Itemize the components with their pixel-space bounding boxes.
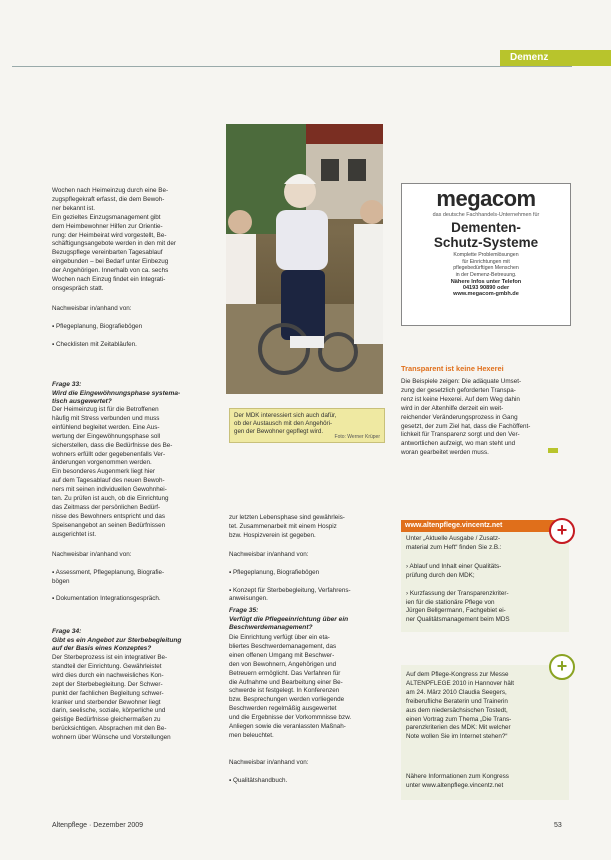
question-34-text: Der Sterbeprozess ist ein integrativer Be- standteil der Einrichtung. Gewährleistet wird dies durch ein nachweisliches Kon- zept der Sterbebegleitung. Der Schwer- punkt der fachlichen Begleitung schwer- kranker und sterbender Bewohner liegt darin, seelische, soziale, körperliche und geistige Bedürfnisse gleichermaßen zu berücksichtigen. Absprachen mit den Be- wohnern über Wünsche und Vorstellungen (52, 654, 171, 742)
transparency-text: Die Beispiele zeigen: Die adäquate Umset- zung der gesetzlich geforderten Transpa- renz ist keine Hexerei. Auf dem Weg dahin wird in der Altenhilfe derzeit ein weit- reichender Veränderungsprozess in Gang gesetzt, der zum Ziel hat, dass die Fachöffent- lichkeit für Transparenz sorgt und den Ver- antwortlichen aufzeigt, wo man steht und woran gearbeitet werden muss. (401, 378, 531, 457)
photo-illustration (226, 124, 383, 394)
question-33-list (52, 542, 218, 613)
plus-icon: + (549, 654, 575, 680)
ad-headline: Dementen- (451, 220, 521, 235)
photo-caption: Der MDK interessiert sich auch dafür, ob der Austausch mit den Angehöri- gen der Bewohner gepflegt wird. (234, 412, 337, 436)
list-item: ▪ Pflegeplanung, Biografiebögen (229, 568, 320, 576)
question-33-heading: Frage 33: Wird die Eingewöhnungsphase systema- tisch ausgewertet? (52, 381, 181, 406)
ad-subtitle: das deutsche Fachhandels-Unternehmen für (432, 212, 540, 218)
ad-phone: 04193 90890 oder (462, 285, 510, 292)
ad-url[interactable]: www.megacom-gmbh.de (453, 291, 519, 298)
info-box-congress (401, 665, 569, 800)
photo-credit: Foto: Werner Krüper (334, 434, 380, 440)
list-item: › Kurzfassung der Transparenzkriter- ien für die stationäre Pflege von Jürgen Bellgermann, Fachgebiet ei- ner Qualitätsmanagement beim MDS (406, 589, 510, 624)
ad-blurb: Komplette Problemlösungen für Einrichtungen mit pflegebedürftigen Menschen in der Demenz-Betreuung. (453, 252, 519, 278)
list-item: ▪ Dokumentation Integrationsgespräch. (52, 595, 161, 603)
list-item: Nachweisbar in/anhand von: (52, 304, 132, 312)
list-item: Nachweisbar in/anhand von: (229, 758, 309, 766)
left-intro-list (52, 296, 218, 358)
question-34-heading: Frage 34: Gibt es ein Angebot zur Sterbebegleitung auf der Basis eines Konzeptes? (52, 628, 182, 653)
question-33-text: Der Heimeinzug ist für die Betroffenen häufig mit Stress verbunden und muss einfühlend begleitet werden. Eine Aus- wertung der Eingewöhnungsphase soll sicherstellen, dass die Bedürfnisse des Be- wohners erfüllt oder gegebenenfalls Ver- änderungen vorgenommen werden. Ein besonderes Augenmerk liegt hier auf dem Tagesablauf des neuen Bewoh- ners mit seinen individuellen Gewohnhei- ten. Zu prüfen ist auch, ob die Einrichtung das Zeitmass der persönlichen Bedürf- nisse des Bewohners entspricht und das Speisenangebot an seinen Bedürfnissen ausgerichtet ist. (52, 406, 173, 538)
list-item: ▪ Qualitätshandbuch. (229, 776, 288, 784)
info-box-list (406, 554, 564, 634)
middle-text: zur letzten Lebensphase sind gewährleis- tet. Zusammenarbeit mit einem Hospiz bzw. Hospizverein ist gegeben. (229, 514, 345, 539)
ad-brand: megacom (436, 186, 536, 211)
congress-text: Auf dem Pflege-Kongress zur Messe ALTENPFLEGE 2010 in Hannover hält am 24. März 2010 Claudia Seegers, freiberufliche Beraterin und Trainerin aus dem niedersächsischen Tostedt, einen Vortrag zum Thema „Die Trans- parenzkriterien des MDK: Mit welcher Note wollen Sie im Internet stehen?“ (406, 671, 515, 741)
photo-caption-box (229, 408, 385, 443)
list-item: ▪ Checklisten mit Zeitabläufen. (52, 340, 137, 348)
list-item: Nachweisbar in/anhand von: (52, 550, 132, 558)
list-item: ▪ Assessment, Pflegeplanung, Biografie- bögen (52, 568, 165, 585)
end-mark (548, 448, 558, 453)
list-item: ▪ Pflegeplanung, Biografiebögen (52, 322, 143, 330)
list-item: Nachweisbar in/anhand von: (229, 550, 309, 558)
transparency-heading: Transparent ist keine Hexerei (401, 364, 504, 373)
ad-cta: Nähere Infos unter Telefon (450, 279, 522, 286)
section-tab (500, 50, 611, 66)
page-number: 53 (554, 822, 562, 829)
info-box-intro: Unter „Aktuelle Ausgabe / Zusatz- material zum Heft“ finden Sie z.B.: (406, 535, 502, 551)
question-35-list (229, 750, 389, 795)
photo-nursing-home (226, 124, 383, 394)
plus-icon: + (549, 518, 575, 544)
list-item: › Ablauf und Inhalt einer Qualitäts- prüfung durch den MDK; (406, 562, 502, 579)
header-rule (12, 66, 572, 67)
list-item: ▪ Konzept für Sterbebegleitung, Verfahrens- anweisungen. (229, 586, 351, 603)
info-box-bar[interactable]: www.altenpflege.vincentz.net (401, 520, 569, 532)
question-35-heading: Frage 35: Verfügt die Pflegeeinrichtung über ein Beschwerdemanagement? (229, 607, 349, 632)
footer-publication: Altenpflege · Dezember 2009 (52, 822, 144, 829)
congress-more: Nähere Informationen zum Kongress unter www.altenpflege.vincentz.net (406, 773, 509, 789)
question-35-text: Die Einrichtung verfügt über ein eta- bliertes Beschwerdemanagement, das einen offenen Umgang mit Beschwer- den von Bewohnern, Angehörigen und Betreuern ermöglicht. Das Verfahren für die Aufnahme und Bearbeitung einer Be- schwerde ist festgelegt. In Konferenzen bzw. Besprechungen werden vorliegende Beschwerden regelmäßig ausgewertet und die Ergebnisse der Vorkommnisse bzw. Anliegen sowie die veranlassten Maßnah- men beleuchtet. (229, 634, 352, 739)
info-box-online (401, 520, 569, 632)
section-label: Demenz (510, 52, 549, 63)
left-intro-text: Wochen nach Heimeinzug durch eine Be- zugspflegekraft erfasst, die dem Bewoh- ner bekannt ist. Ein gezieltes Einzugsmanagement gibt dem Heimbewohner Hilfen zur Orientie- rung: der Heimbeirat wird vorgestellt, Be- schäftigungsangebote werden in den mit der Bezugspflege vereinbarten Tagesablauf eingebunden – bei Bedarf unter Einbezug der Angehörigen. Innerhalb von ca. sechs Wochen nach Einzug findet ein Integrati- onsgespräch statt. (52, 187, 176, 292)
middle-list (229, 542, 389, 613)
megacom-advertisement (401, 183, 571, 326)
ad-headline: Schutz-Systeme (433, 235, 539, 250)
